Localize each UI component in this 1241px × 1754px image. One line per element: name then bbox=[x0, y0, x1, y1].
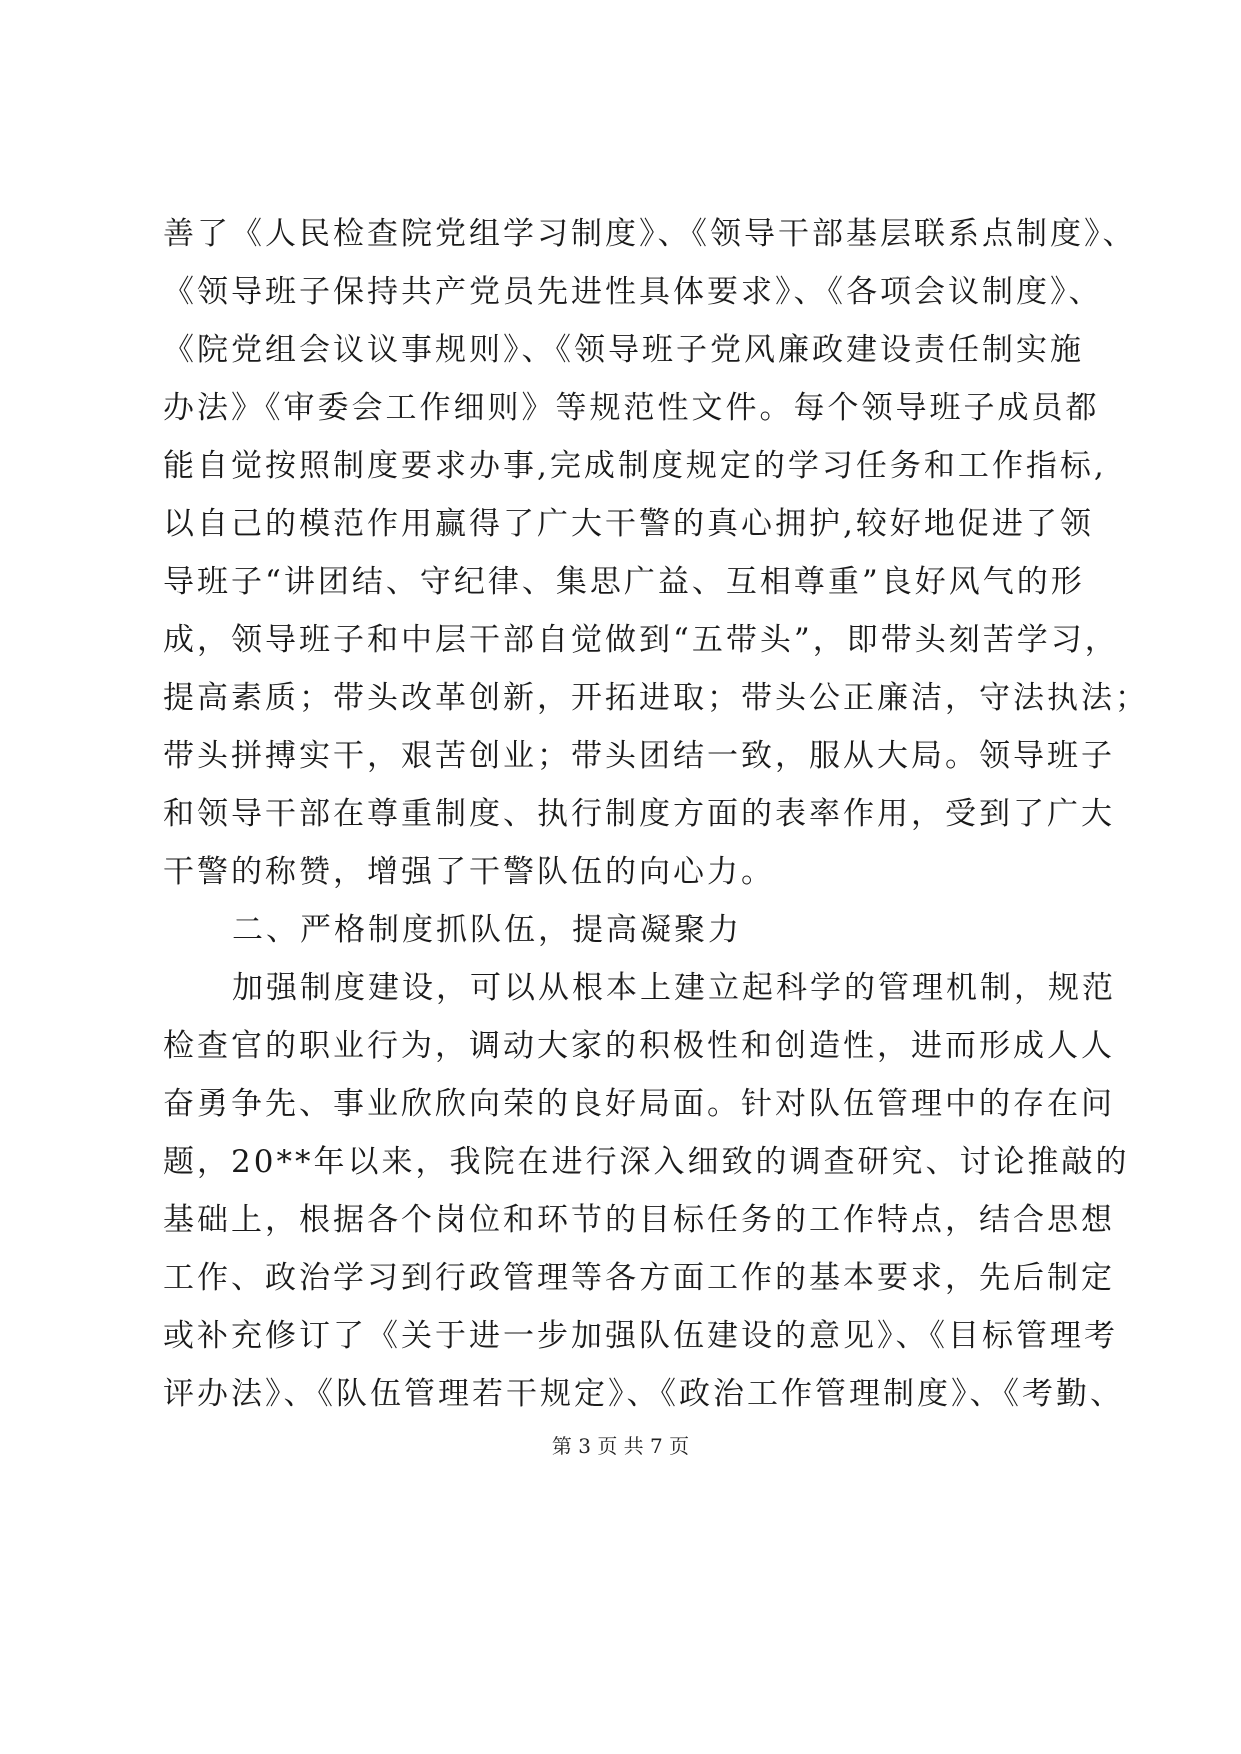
section-heading: 二、严格制度抓队伍，提高凝聚力 bbox=[232, 912, 742, 948]
body-line-7: 导班子“讲团结、守纪律、集思广益、互相尊重”良好风气的形 bbox=[163, 564, 1085, 600]
body-line-21: 评办法》、《队伍管理若干规定》、《政治工作管理制度》、《考勤、 bbox=[163, 1376, 1124, 1412]
page-number: 第 3 页 共 7 页 bbox=[551, 1434, 690, 1458]
body-line-16: 奋勇争先、事业欣欣向荣的良好局面。针对队伍管理中的存在问 bbox=[163, 1086, 1115, 1122]
body-line-15: 检查官的职业行为，调动大家的积极性和创造性，进而形成人人 bbox=[163, 1028, 1115, 1064]
body-line-14: 加强制度建设，可以从根本上建立起科学的管理机制，规范 bbox=[232, 970, 1116, 1006]
body-line-3: 《院党组会议议事规则》、《领导班子党风廉政建设责任制实施 bbox=[163, 332, 1084, 368]
body-line-12: 干警的称赞，增强了干警队伍的向心力。 bbox=[163, 854, 775, 890]
body-line-8: 成，领导班子和中层干部自觉做到“五带头”，即带头刻苦学习， bbox=[163, 622, 1119, 658]
body-line-1: 善了《人民检查院党组学习制度》、《领导干部基层联系点制度》、 bbox=[163, 216, 1137, 252]
body-line-17: 题，20**年以来，我院在进行深入细致的调查研究、讨论推敲的 bbox=[163, 1144, 1130, 1180]
body-line-19: 工作、政治学习到行政管理等各方面工作的基本要求，先后制定 bbox=[163, 1260, 1115, 1296]
body-line-18: 基础上，根据各个岗位和环节的目标任务的工作特点，结合思想 bbox=[163, 1202, 1115, 1238]
body-line-5: 能自觉按照制度要求办事,完成制度规定的学习任务和工作指标, bbox=[163, 448, 1107, 484]
body-line-2: 《领导班子保持共产党员先进性具体要求》、《各项会议制度》、 bbox=[163, 274, 1103, 310]
body-line-11: 和领导干部在尊重制度、执行制度方面的表率作用，受到了广大 bbox=[163, 796, 1115, 832]
body-line-6: 以自己的模范作用赢得了广大干警的真心拥护,较好地促进了领 bbox=[163, 506, 1094, 542]
body-line-10: 带头拼搏实干，艰苦创业；带头团结一致，服从大局。领导班子 bbox=[163, 738, 1115, 774]
body-line-4: 办法》《审委会工作细则》等规范性文件。每个领导班子成员都 bbox=[163, 390, 1100, 426]
body-line-20: 或补充修订了《关于进一步加强队伍建设的意见》、《目标管理考 bbox=[163, 1318, 1118, 1354]
body-line-9: 提高素质；带头改革创新，开拓进取；带头公正廉洁，守法执法； bbox=[163, 680, 1149, 716]
